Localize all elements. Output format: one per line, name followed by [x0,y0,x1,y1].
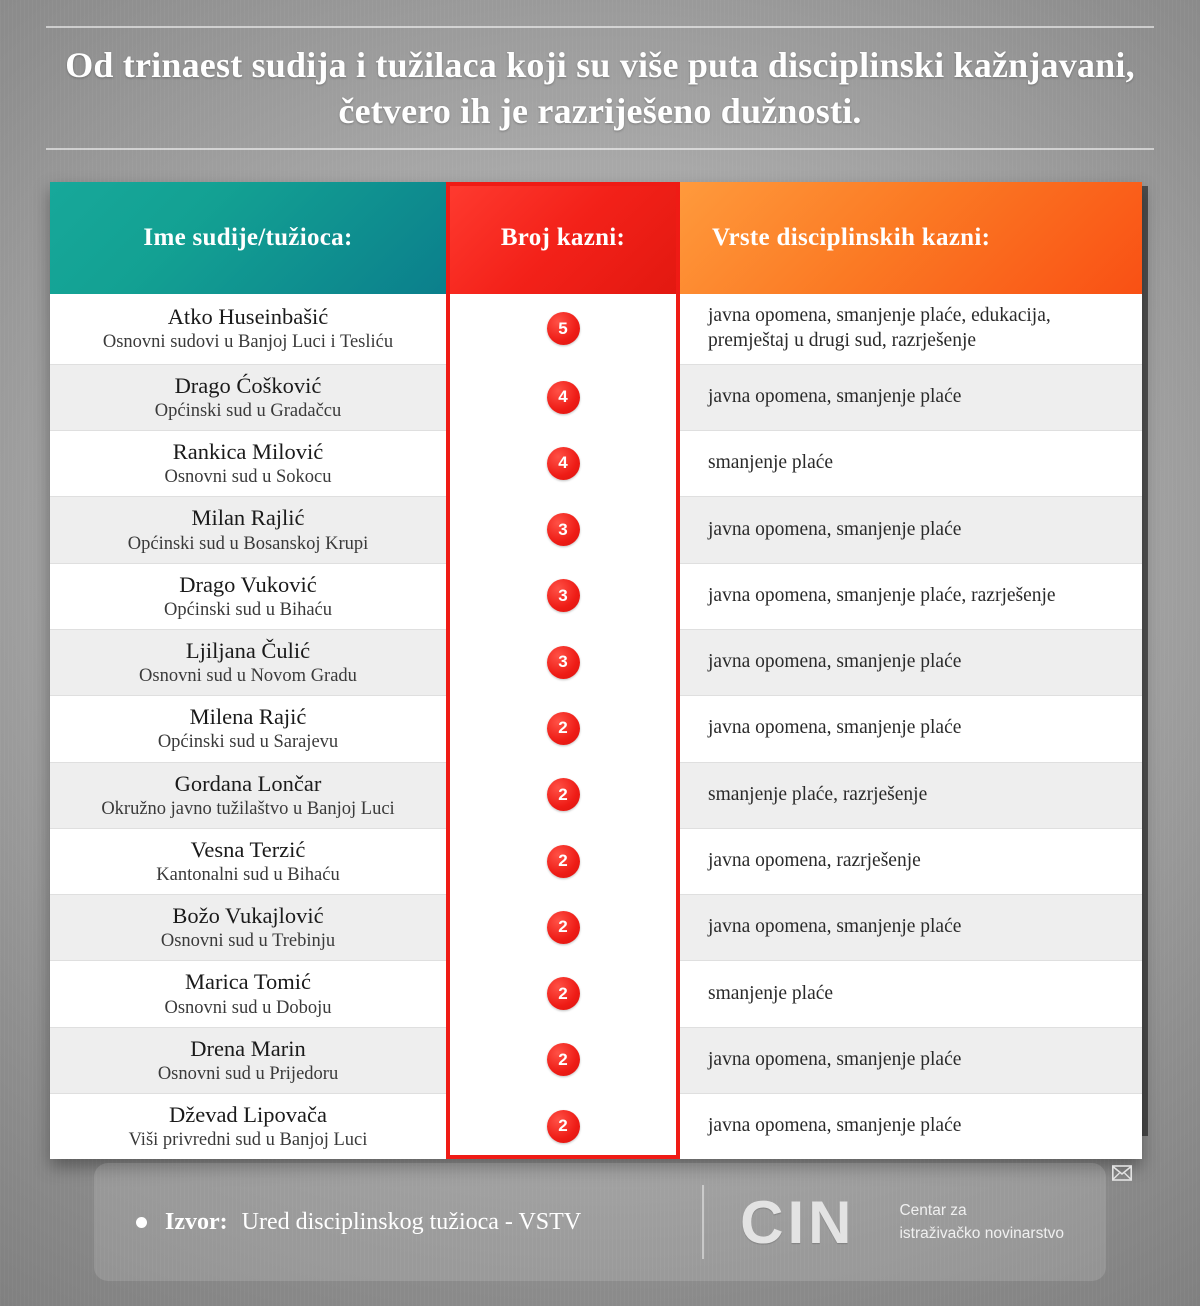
cell-types: javna opomena, smanjenje plaće [680,364,1142,430]
court-name: Općinski sud u Sarajevu [157,732,339,753]
envelope-icon [1112,1165,1132,1181]
cell-count [446,629,680,695]
person-name: Gordana Lončar [174,770,322,796]
cell-count [446,1027,680,1093]
cell-types: javna opomena, smanjenje plaće [680,1093,1142,1159]
table-body [50,294,1142,1159]
data-table [50,182,1142,1159]
cell-count [446,430,680,496]
column-header-count-label: Broj kazni: [500,224,626,251]
cell-name [50,294,446,364]
column-header-count [446,182,680,294]
court-name: Osnovni sud u Doboju [164,997,332,1018]
cell-count [446,563,680,629]
table-row [50,364,1142,430]
court-name: Općinski sud u Bihaću [163,599,333,620]
count-badge: 3 [547,513,580,546]
court-name: Viši privredni sud u Banjoj Luci [128,1130,368,1151]
cell-types: javna opomena, smanjenje plaće [680,695,1142,761]
cell-count [446,828,680,894]
count-badge: 2 [547,977,580,1010]
person-name: Drena Marin [190,1035,306,1061]
cell-name [50,430,446,496]
count-badge: 2 [547,778,580,811]
cell-name [50,1093,446,1159]
cell-name [50,828,446,894]
cell-types: javna opomena, smanjenje plaće [680,1027,1142,1093]
court-name: Osnovni sud u Trebinju [160,931,336,952]
cin-logo [740,1188,1064,1257]
count-badge: 3 [547,579,580,612]
person-name: Dževad Lipovača [168,1102,328,1127]
cell-name [50,695,446,761]
count-badge: 2 [547,1110,580,1143]
cell-count [446,364,680,430]
cell-name [50,762,446,828]
title-section [0,0,1200,150]
column-header-types-label: Vrste disciplinskih kazni: [712,224,991,251]
cell-types: javna opomena, smanjenje plaće [680,496,1142,562]
count-badge: 5 [547,312,580,345]
person-name: Milena Rajić [189,704,307,730]
person-name: Drago Ćošković [174,372,322,398]
cell-name [50,629,446,695]
cell-types: javna opomena, razrješenje [680,828,1142,894]
cell-count [446,496,680,562]
cell-count [446,762,680,828]
table-row [50,629,1142,695]
cell-types: javna opomena, smanjenje plaće, razrješenje [680,563,1142,629]
cell-count [446,1093,680,1159]
source-value: Ured disciplinskog tužioca - VSTV [241,1208,582,1235]
cell-types: javna opomena, smanjenje plaće [680,629,1142,695]
cell-count [446,294,680,364]
court-name: Osnovni sud u Sokocu [164,467,332,488]
person-name: Milan Rajlić [191,505,305,531]
cell-name [50,894,446,960]
person-name: Marica Tomić [184,969,312,995]
cell-name [50,960,446,1026]
cin-logo-text: CIN [740,1188,856,1256]
table-row [50,960,1142,1026]
table-row [50,1093,1142,1159]
court-name: Osnovni sud u Novom Gradu [139,666,357,687]
person-name: Božo Vukajlović [172,903,324,929]
title-divider-bottom [46,148,1154,150]
cell-types: smanjenje plaće [680,430,1142,496]
table-row [50,695,1142,761]
court-name: Osnovni sud u Prijedoru [157,1063,339,1084]
column-header-name-label: Ime sudije/tužioca: [143,224,353,251]
count-badge: 2 [547,1043,580,1076]
court-name: Općinski sud u Bosanskoj Krupi [127,533,369,554]
table-row [50,894,1142,960]
source-label: Izvor: [165,1208,228,1235]
column-header-types [680,182,1142,294]
cell-types: smanjenje plaće [680,960,1142,1026]
cell-name [50,563,446,629]
table-row [50,430,1142,496]
court-name: Osnovni sudovi u Banjoj Luci i Tesliću [102,332,394,353]
count-badge: 4 [547,447,580,480]
person-name: Atko Huseinbašić [167,304,329,330]
table-row [50,1027,1142,1093]
column-header-name [50,182,446,294]
bullet-icon [136,1217,147,1228]
cell-name [50,364,446,430]
footer-divider [702,1185,704,1259]
page-title: Od trinaest sudija i tužilaca koji su više puta disciplinski kažnjavani, četvero ih je razriješeno dužnosti. [65,45,1135,132]
cell-count [446,960,680,1026]
count-badge: 2 [547,911,580,944]
count-badge: 2 [547,712,580,745]
table-row [50,496,1142,562]
cin-logo-subtitle-line1: Centar za [899,1201,967,1219]
cin-logo-subtitle-line2: istraživačko novinarstvo [899,1225,1064,1242]
cell-types: javna opomena, smanjenje plaće [680,894,1142,960]
court-name: Općinski sud u Gradačcu [154,401,342,421]
count-badge: 4 [547,381,580,414]
cell-types: javna opomena, smanjenje plaće, edukacija, premještaj u drugi sud, razrješenje [708,305,1051,351]
cell-count [446,894,680,960]
cell-types: smanjenje plaće, razrješenje [680,762,1142,828]
table-row [50,294,1142,364]
footer-bar [94,1163,1106,1281]
person-name: Rankica Milović [172,439,324,465]
cell-name [50,1027,446,1093]
court-name: Kantonalni sud u Bihaću [156,864,340,885]
court-name: Okružno javno tužilaštvo u Banjoj Luci [101,798,395,819]
cell-count [446,695,680,761]
person-name: Ljiljana Čulić [185,638,311,664]
cin-logo-subtitle [899,1199,1064,1246]
table-row [50,828,1142,894]
count-badge: 2 [547,845,580,878]
table-header-row [50,182,1142,294]
person-name: Vesna Terzić [190,836,306,862]
table-row [50,563,1142,629]
cell-name [50,496,446,562]
count-badge: 3 [547,646,580,679]
table-row [50,762,1142,828]
person-name: Drago Vuković [179,571,317,597]
